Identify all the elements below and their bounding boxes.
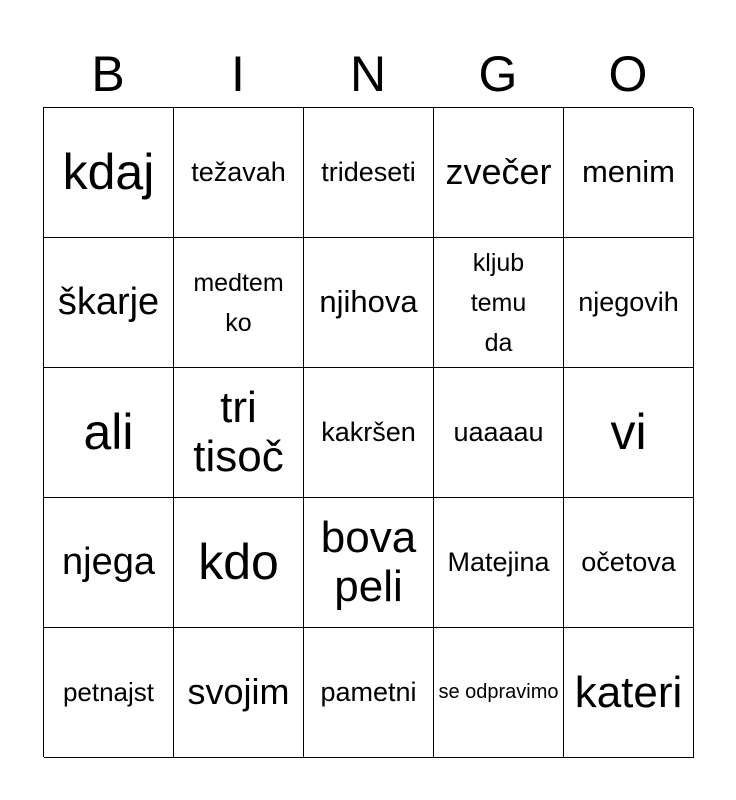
bingo-cell-r1c3[interactable]: trideseti — [304, 108, 434, 238]
header-letter-b: B — [91, 46, 125, 102]
bingo-cell-r1c5[interactable]: menim — [564, 108, 694, 238]
bingo-cell-r4c2[interactable]: kdo — [174, 498, 304, 628]
bingo-cell-r2c3[interactable]: njihova — [304, 238, 434, 368]
bingo-cell-r1c1[interactable]: kdaj — [44, 108, 174, 238]
bingo-cell-r3c5[interactable]: vi — [564, 368, 694, 498]
bingo-cell-r5c1[interactable]: petnajst — [44, 628, 174, 758]
header-letter-o: O — [608, 46, 648, 102]
bingo-cell-r4c4[interactable]: Matejina — [434, 498, 564, 628]
header-letter-i: I — [231, 46, 245, 102]
bingo-cell-r4c3[interactable]: bova peli — [304, 498, 434, 628]
bingo-board — [43, 107, 693, 757]
bingo-cell-r5c4[interactable]: se odpravimo — [434, 628, 564, 758]
bingo-cell-r5c5[interactable]: kateri — [564, 628, 694, 758]
header-letter-n: N — [349, 46, 387, 102]
bingo-header — [43, 40, 693, 108]
bingo-cell-r3c2[interactable]: tri tisoč — [174, 368, 304, 498]
bingo-cell-r3c3[interactable]: kakršen — [304, 368, 434, 498]
bingo-cell-r5c3[interactable]: pametni — [304, 628, 434, 758]
bingo-cell-r2c5[interactable]: njegovih — [564, 238, 694, 368]
bingo-cell-r2c1[interactable]: škarje — [44, 238, 174, 368]
bingo-cell-r1c2[interactable]: težavah — [174, 108, 304, 238]
bingo-cell-r2c4[interactable]: kljub temu da — [434, 238, 564, 368]
bingo-cell-r1c4[interactable]: zvečer — [434, 108, 564, 238]
header-letter-g: G — [478, 46, 518, 102]
bingo-cell-r4c5[interactable]: očetova — [564, 498, 694, 628]
bingo-cell-r2c2[interactable]: medtem ko — [174, 238, 304, 368]
bingo-cell-r3c4[interactable]: uaaaau — [434, 368, 564, 498]
bingo-cell-r3c1[interactable]: ali — [44, 368, 174, 498]
bingo-cell-r4c1[interactable]: njega — [44, 498, 174, 628]
bingo-cell-r5c2[interactable]: svojim — [174, 628, 304, 758]
